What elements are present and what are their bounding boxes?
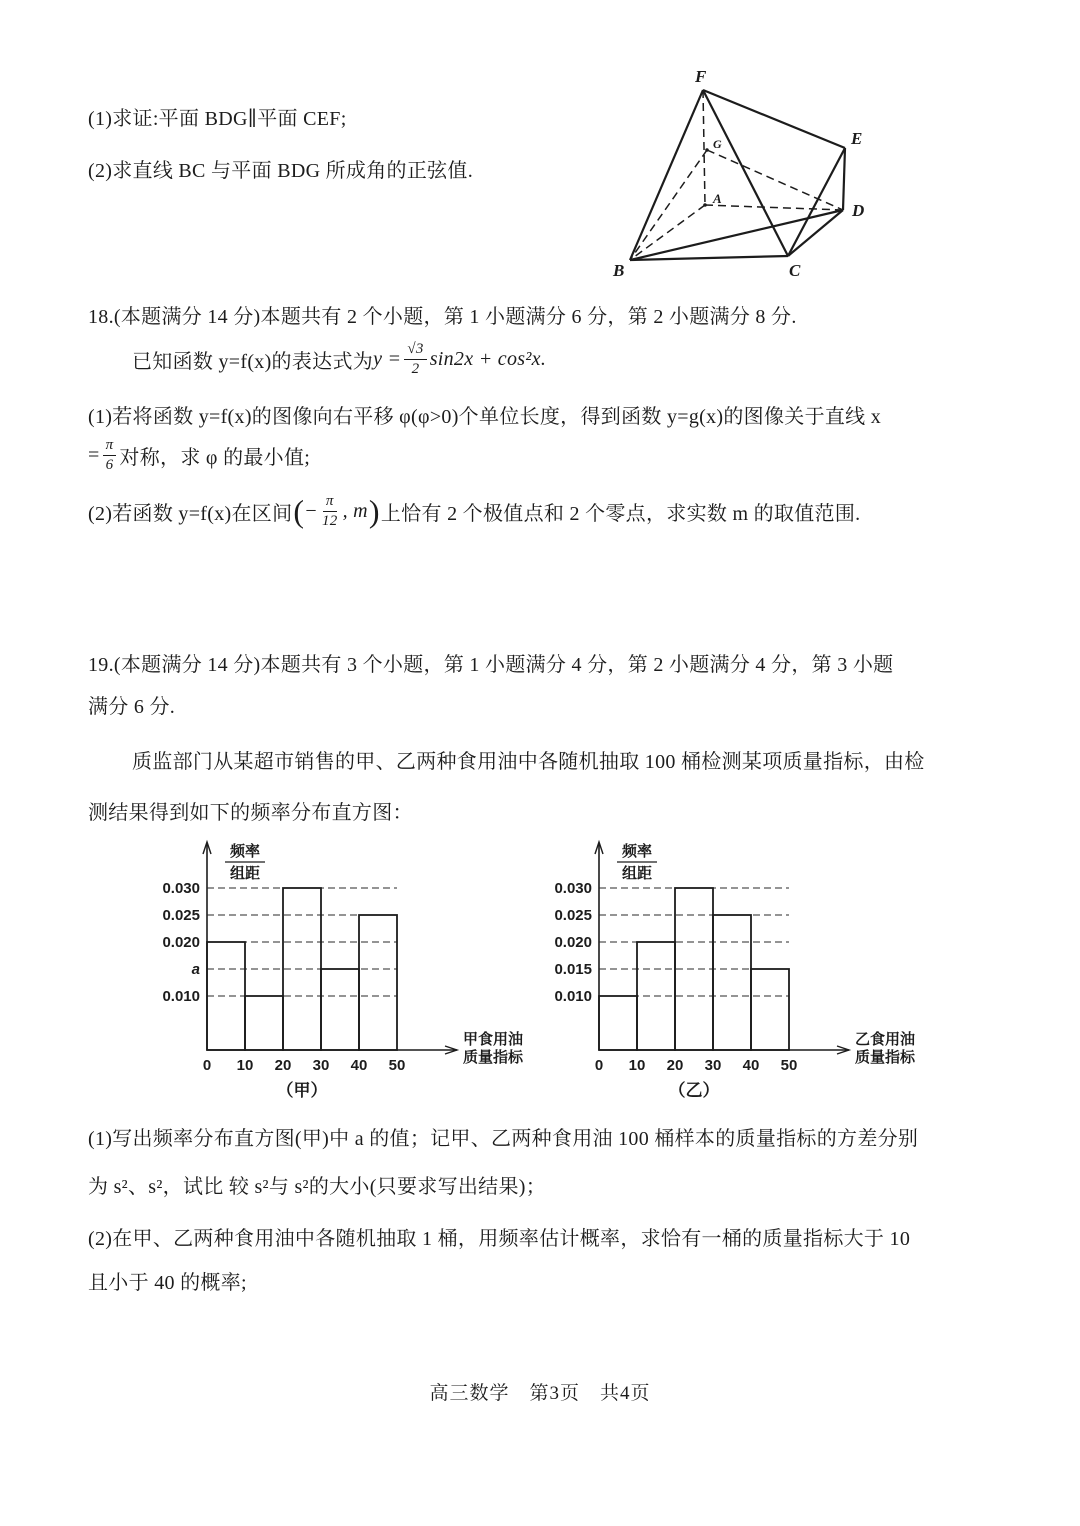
- interval-m: , m: [342, 499, 368, 522]
- y-axis-label-numerator: 频率: [621, 843, 653, 860]
- vertex-label-D: D: [852, 201, 865, 220]
- x-tick-label: 30: [312, 1057, 330, 1074]
- q18-part2-pre: (2)若函数 y=f(x)在区间: [88, 502, 293, 525]
- fraction-pi-over-6: $\frac{\pi}{6}$: [103, 436, 117, 475]
- point-A-dot: [703, 203, 707, 207]
- solid-edges: [630, 90, 845, 260]
- y-axis-label-denominator: 组距: [229, 865, 261, 882]
- q19-part1-line1: (1)写出频率分布直方图(甲)中 a 的值；记甲、乙两种食用油 100 桶样本的质量指标的方差分别: [88, 1128, 919, 1150]
- geometry-part2: (2)求直线 BC 与平面 BDG 所成角的正弦值.: [88, 160, 474, 182]
- histogram-yi: [537, 828, 957, 1108]
- minus-sign: −: [305, 499, 317, 522]
- bar-0: [599, 996, 637, 1050]
- q19-intro-line1: 质监部门从某超市销售的甲、乙两种食用油中各随机抽取 100 桶检测某项质量指标，由检: [132, 751, 925, 773]
- fraction-sqrt3-over-2: $\frac{√3}{2}$: [404, 340, 426, 379]
- q19-part2-line1: (2)在甲、乙两种食用油中各随机抽取 1 桶，用频率估计概率，求恰有一桶的质量指标大于 10: [88, 1228, 911, 1250]
- geometry-figure: [585, 56, 895, 284]
- big-open-paren: (: [293, 493, 305, 530]
- q18-part2-rest: 上恰有 2 个极值点和 2 个零点，求实数 m 的取值范围.: [380, 502, 861, 525]
- q18-intro-text: 已知函数 y=f(x)的表达式为: [132, 350, 374, 373]
- x-axis-label-line1: 甲食用油: [463, 1031, 524, 1048]
- x-axis-label-line2: 质量指标: [855, 1049, 916, 1066]
- vertex-label-C: C: [789, 261, 801, 280]
- x-tick-label: 50: [388, 1057, 406, 1074]
- x-tick-label: 40: [742, 1057, 760, 1074]
- x-tick-label: 10: [628, 1057, 646, 1074]
- y-tick-label: a: [191, 961, 200, 978]
- y-tick-label: 0.025: [554, 907, 592, 924]
- bar-1: [245, 996, 283, 1050]
- q18-part1-line2: [88, 436, 310, 475]
- q18-part2: [88, 492, 860, 531]
- q18-header: 18.(本题满分 14 分)本题共有 2 个小题，第 1 小题满分 6 分，第 2 小题满分 8 分.: [88, 306, 797, 328]
- big-close-paren: ): [368, 493, 380, 530]
- x-tick-label: 0: [202, 1057, 212, 1074]
- vertex-label-B: B: [613, 261, 625, 280]
- q19-part1-line2: 为 s²、s²，试比 较 s²与 s²的大小(只要求写出结果)；: [88, 1176, 547, 1198]
- x-tick-label: 0: [594, 1057, 604, 1074]
- q18-intro: [132, 340, 546, 379]
- x-axis-label-line1: 乙食用油: [855, 1031, 916, 1048]
- point-G-dot: [705, 148, 709, 152]
- vertex-label-G: G: [713, 137, 722, 151]
- vertex-label-A: A: [713, 191, 722, 206]
- x-tick-label: 20: [274, 1057, 292, 1074]
- y-axis-label-numerator: 频率: [229, 843, 261, 860]
- bar-4: [751, 969, 789, 1050]
- vertex-label-F: F: [695, 67, 707, 86]
- geometry-part1: (1)求证:平面 BDG∥平面 CEF;: [88, 108, 347, 130]
- chart-caption: （乙）: [668, 1081, 720, 1100]
- fraction-pi-over-12: $\frac{\pi}{12}$: [321, 493, 338, 529]
- y-tick-label: 0.010: [162, 988, 200, 1005]
- y-tick-label: 0.025: [162, 907, 200, 924]
- q19-intro-line2: 测结果得到如下的频率分布直方图：: [88, 802, 413, 824]
- bar-4: [359, 915, 397, 1050]
- x-axis-label-line2: 质量指标: [463, 1049, 524, 1066]
- q19-header-line2: 满分 6 分.: [88, 696, 176, 718]
- y-tick-label: 0.010: [554, 988, 592, 1005]
- vertex-label-E: E: [851, 129, 863, 148]
- y-tick-label: 0.020: [554, 934, 592, 951]
- x-tick-label: 50: [780, 1057, 798, 1074]
- chart-caption: （甲）: [276, 1081, 328, 1100]
- x-tick-label: 30: [704, 1057, 722, 1074]
- histogram-jia: [145, 828, 565, 1108]
- q18-formula-rhs: sin2x + cos²x.: [429, 347, 547, 370]
- q18-part1-rest: 对称，求 φ 的最小值;: [119, 446, 311, 469]
- x-tick-label: 20: [666, 1057, 684, 1074]
- x-tick-label: 40: [350, 1057, 368, 1074]
- y-tick-label: 0.030: [554, 880, 592, 897]
- y-tick-label: 0.020: [162, 934, 200, 951]
- bar-3: [713, 915, 751, 1050]
- page-footer: 高三数学 第3页 共4页: [429, 1383, 651, 1404]
- y-tick-label: 0.030: [162, 880, 200, 897]
- q18-formula-lhs: y =: [373, 347, 402, 370]
- y-tick-label: 0.015: [554, 961, 592, 978]
- bar-3: [321, 969, 359, 1050]
- q19-part2-line2: 且小于 40 的概率;: [88, 1272, 247, 1294]
- q18-part1-line1: (1)若将函数 y=f(x)的图像向右平移 φ(φ>0)个单位长度，得到函数 y=g(x)的图像关于直线 x: [88, 406, 882, 428]
- x-tick-label: 10: [236, 1057, 254, 1074]
- q19-header-line1: 19.(本题满分 14 分)本题共有 3 个小题，第 1 小题满分 4 分，第 2 小题满分 4 分，第 3 小题: [88, 654, 894, 676]
- equals-sign: =: [88, 443, 100, 466]
- y-axis-label-denominator: 组距: [621, 865, 653, 882]
